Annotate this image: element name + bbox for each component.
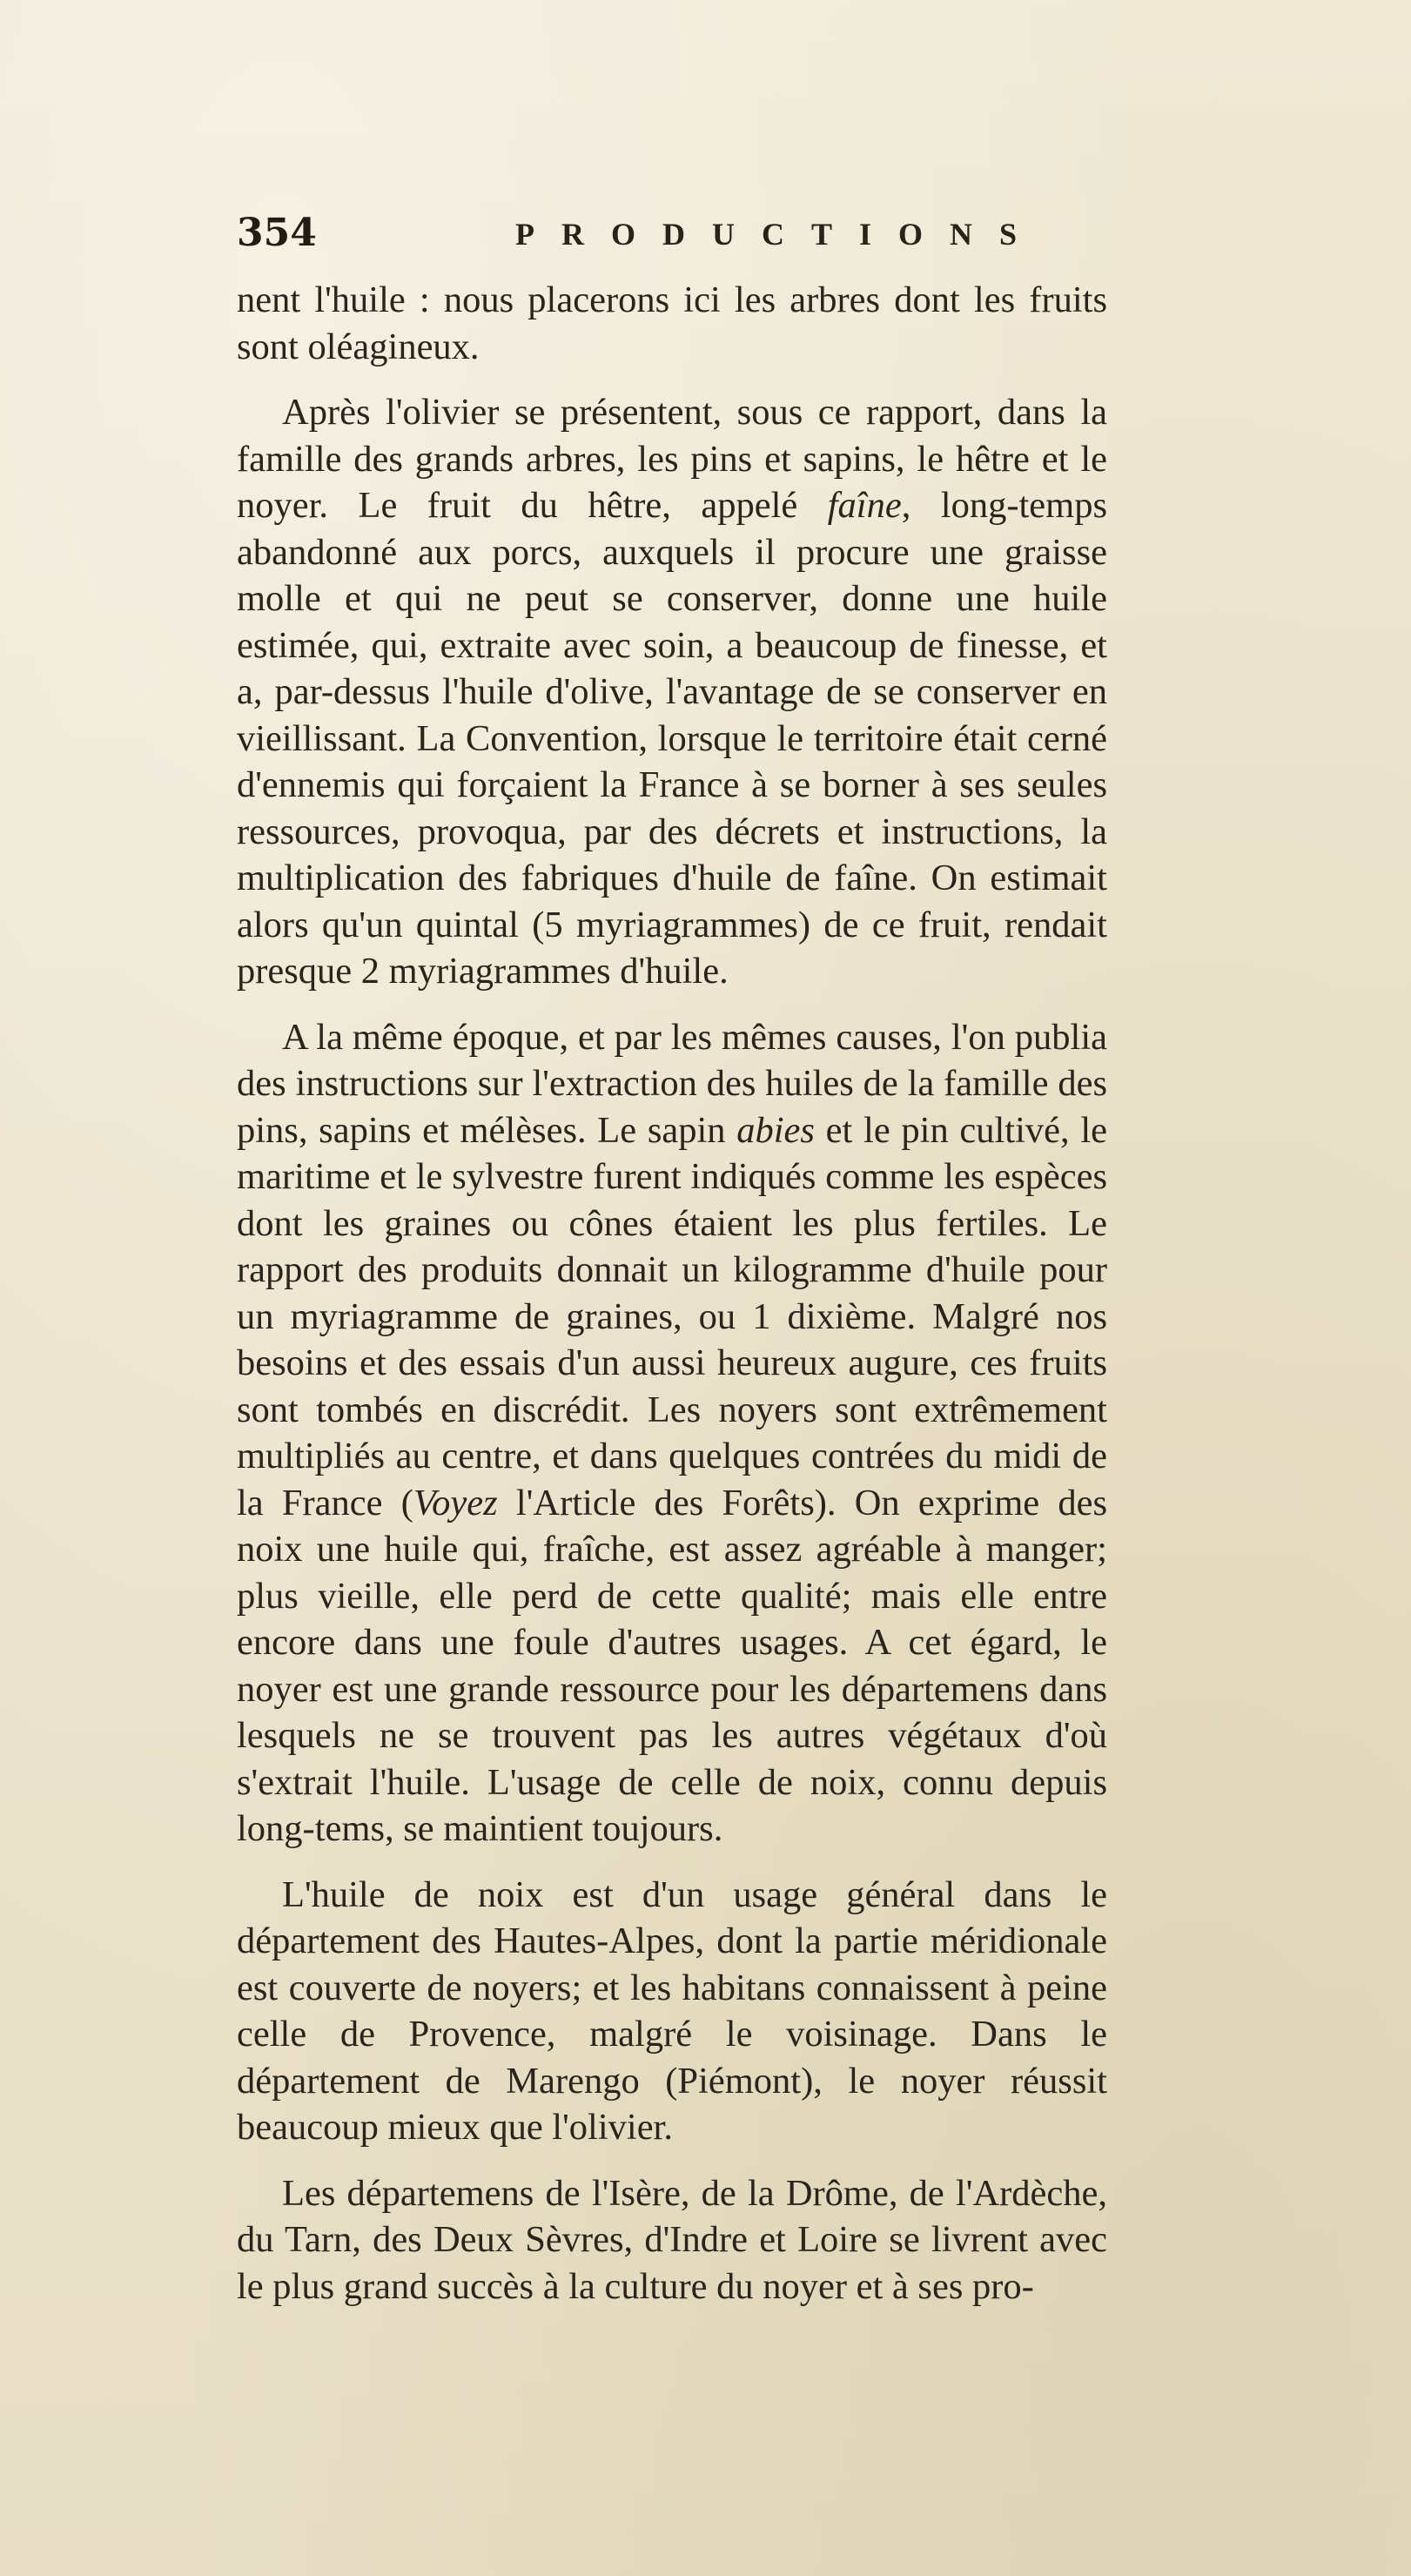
italic-term-voyez: Voyez: [413, 1482, 498, 1523]
paragraph-5: Les départemens de l'Isère, de la Drôme, de l'Ardèche, du Tarn, des Deux Sèvres, d'Indre et Loire se livrent avec le plus grand succès à la culture du noyer et à ses pro-: [237, 2172, 1107, 2307]
paragraph-2-closing: La Convention, lorsque le territoire était cerné d'ennemis qui forçaient la France à se borner à ses seules ressources, provoqua, par des décrets et instructions, la multiplication des fabriques d'huile de faîne. On estimait alors qu'un quintal (5 myriagrammes) de ce fruit, rendait presque 2 myriagrammes d'huile.: [237, 717, 1108, 992]
paragraph-3-text-b: l'Article des Forêts). On exprime des noix une huile qui, fraîche, est assez agréable à manger; plus vieille, elle perd de cette qualité; mais elle entre encore dans une foule d'autres usages. A cet égard, le noyer est une grande ressource pour les départemens dans lesquels ne se trouvent pas les autres végétaux d'où s'extrait l'huile. L'usage de celle de noix, connu depuis long-tems, se maintient toujours.: [237, 1482, 1108, 1849]
paragraph-2: [237, 389, 1107, 995]
italic-term-abies: abies: [736, 1109, 815, 1151]
paragraph-3: [237, 1014, 1107, 1853]
paragraph-2-opening: Après l'olivier se présentent, sous ce rapport, dans la famille des grands arbres, les pins et sapins, le hêtre et le noyer.: [237, 392, 1107, 526]
body-text: [237, 277, 1107, 2310]
page-number: 354: [237, 211, 317, 255]
paragraph-2-text-b: , long-temps abandonné aux porcs, auxquels il procure une graisse molle et qui ne peut se conserver, donne une huile estimée, qui, extraite avec soin, a beaucoup de finesse, et a, par-dessus l'huile d'olive, l'avantage de se conserver en vieillissant.: [237, 485, 1108, 759]
paragraph-2-text-a: Le fruit du hêtre, appelé: [358, 485, 798, 526]
paragraph-4: L'huile de noix est d'un usage général dans le département des Hautes-Alpes, dont la partie méridionale est couverte de noyers; et les habitans connaissent à peine celle de Provence, malgré le voisinage. Dans le département de Marengo (Piémont), le noyer réussit beaucoup mieux que l'olivier.: [237, 1873, 1107, 2148]
italic-term-faine: faîne: [827, 485, 902, 526]
page-header: [237, 207, 1090, 268]
paragraph-1: nent l'huile : nous placerons ici les arbres dont les fruits sont oléagineux.: [237, 279, 1107, 367]
running-head: PRODUCTIONS: [515, 217, 1045, 252]
paragraph-3-text-a: et le pin cultivé, le maritime et le sylvestre furent indiqués comme les espèces dont les graines ou cônes étaient les plus fertiles. Le rapport des produits donnait un kilogramme d'huile pour un myriagramme de graines, ou 1 dixième. Malgré nos besoins et des essais d'un aussi heureux augure, ces fruits sont tombés en discrédit. Les noyers sont extrêmement multipliés au centre, et dans quelques contrées du midi de la France (: [237, 1109, 1108, 1523]
paragraph-3-opening: A la même époque, et par les mêmes causes, l'on publia des instructions sur l'extraction des huiles de la famille des pins, sapins et mélèses. Le sapin: [237, 1016, 1107, 1151]
